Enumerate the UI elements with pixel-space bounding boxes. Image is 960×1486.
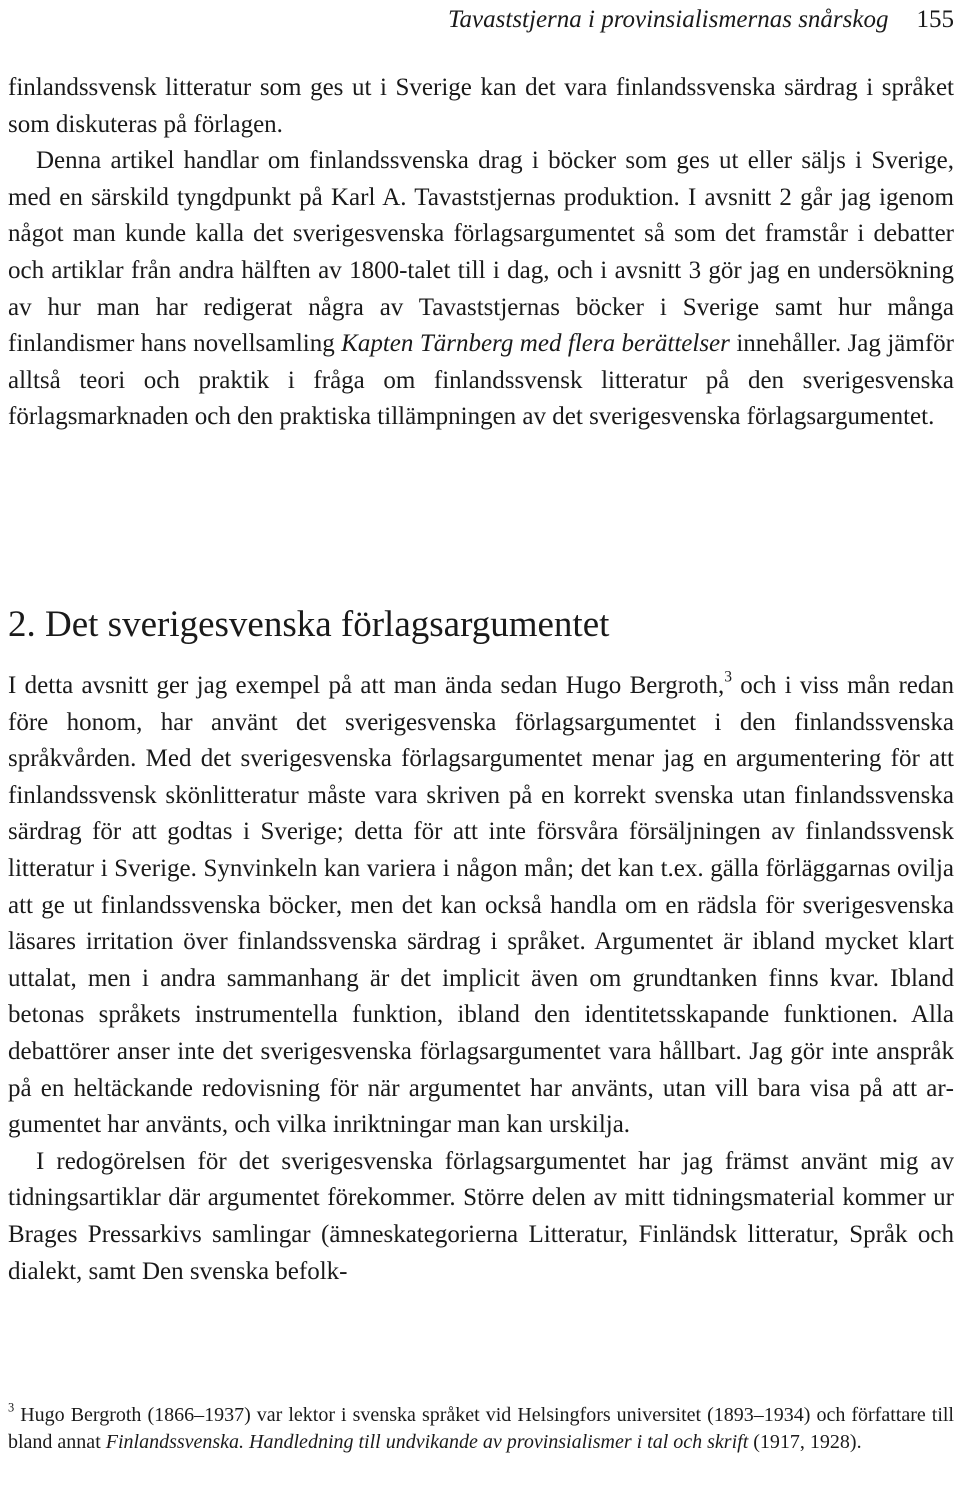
paragraph (8, 668, 954, 1144)
paragraph (8, 1144, 954, 1290)
text-run: Denna artikel handlar om finlandssvenska drag i böcker som ges ut eller säljs i Sverige, med en särskild tyngdpunkt på Karl A. Tavaststjernas produktion. I avsnitt 2 går jag igenom något man kunde kalla det sverigesvenska förlagsargumentet så som det framstår i debatter och artiklar från andra hälften av 1800-talet till i dag, och i avsnitt 3 gör jag en undersökning av hur man har redigerat några av Tavaststjernas böcker i Sverige samt hur många finlandismer hans novellsamling (8, 147, 954, 358)
footnote-ref: 3 (724, 668, 732, 686)
footnote-ref: 3 (8, 1400, 15, 1415)
paragraph (8, 143, 954, 436)
section-heading: 2. Det sverigesvenska förlagsargumentet (8, 604, 610, 645)
text-run: I redogörelsen för det sverigesvenska förlagsargumentet har jag främst använt mig av tidningsartiklar där argumentet förekommer. Större delen av mitt tidningsmaterial kommer ur Brages Pressarkivs samlingar (ämneskategorierna Litteratur, Finländsk litteratur, Språk och dialekt, samt Den svenska befolk- (8, 1147, 954, 1285)
running-header (8, 2, 954, 38)
italic-title: Kapten Tärnberg med flera berättelser (341, 330, 730, 358)
footnotes (8, 1402, 954, 1455)
text-run: Hugo Bergroth (1866–1937) var lektor i svenska språket vid Helsingfors universitet (1893–1934) och författare till bland annat (8, 1404, 954, 1453)
footnote (8, 1402, 954, 1455)
section-text (8, 668, 954, 1290)
intro-text (8, 70, 954, 436)
page-number: 155 (916, 6, 954, 33)
text-run: I detta avsnitt ger jag exempel på att man ända sedan Hugo Bergroth, (8, 672, 725, 699)
text-run: (1917, 1928). (748, 1430, 862, 1453)
text-run: innehåller. Jag jämför alltså teori och praktik i fråga om finlandssvensk litteratur på den sverigesvenska förlagsmarknaden och den praktiska tillämpningen av det sverigesvenska förlagsargumentet. (8, 330, 954, 431)
paragraph (8, 70, 954, 143)
text-run: och i viss mån redan före honom, har använt det sverigesvenska förlagsargumentet i den finlandssvenska språkvården. Med det sverigesvenska förlagsargumentet menar jag en argumentering för att finlandssvensk skönlitteratur måste vara skriven på en korrekt svenska utan finlandssvenska särdrag för att godtas i Sverige; detta för att inte försvåra försäljningen av finlandssvensk litteratur i Sverige. Synvinkeln kan variera i någon mån; det kan t.ex. gälla förläggarnas ovilja att ge ut finlandssvenska böcker, men det kan också handla om en rädsla för sverigesvenska läsares irritation över finlandssvenska särdrag i språket. Argumentet är ibland mycket klart uttalat, men i andra sammanhang är det implicit även om grundtanken finns kvar. Ibland betonas språkets instrumentella funktion, ibland den identitetsskapande funktionen. Alla debattörer anser inte det sverigesvenska förlagsargumentet vara hållbart. Jag gör inte anspråk på en heltäckande redovisning för när argumentet har använts, utan vill bara visa på att argumentet har använts, och vilka inriktningar man kan urskilja. (8, 672, 954, 1139)
running-title: Tavaststjerna i provinsialismernas snårskog (447, 6, 889, 33)
text-run: finlandssvensk litteratur som ges ut i Sverige kan det vara finlandssvenska särdrag i språket som diskuteras på förlagen. (8, 74, 954, 138)
italic-title: Finlandssvenska. Handledning till undvikande av provinsialismer i tal och skrift (105, 1430, 749, 1453)
